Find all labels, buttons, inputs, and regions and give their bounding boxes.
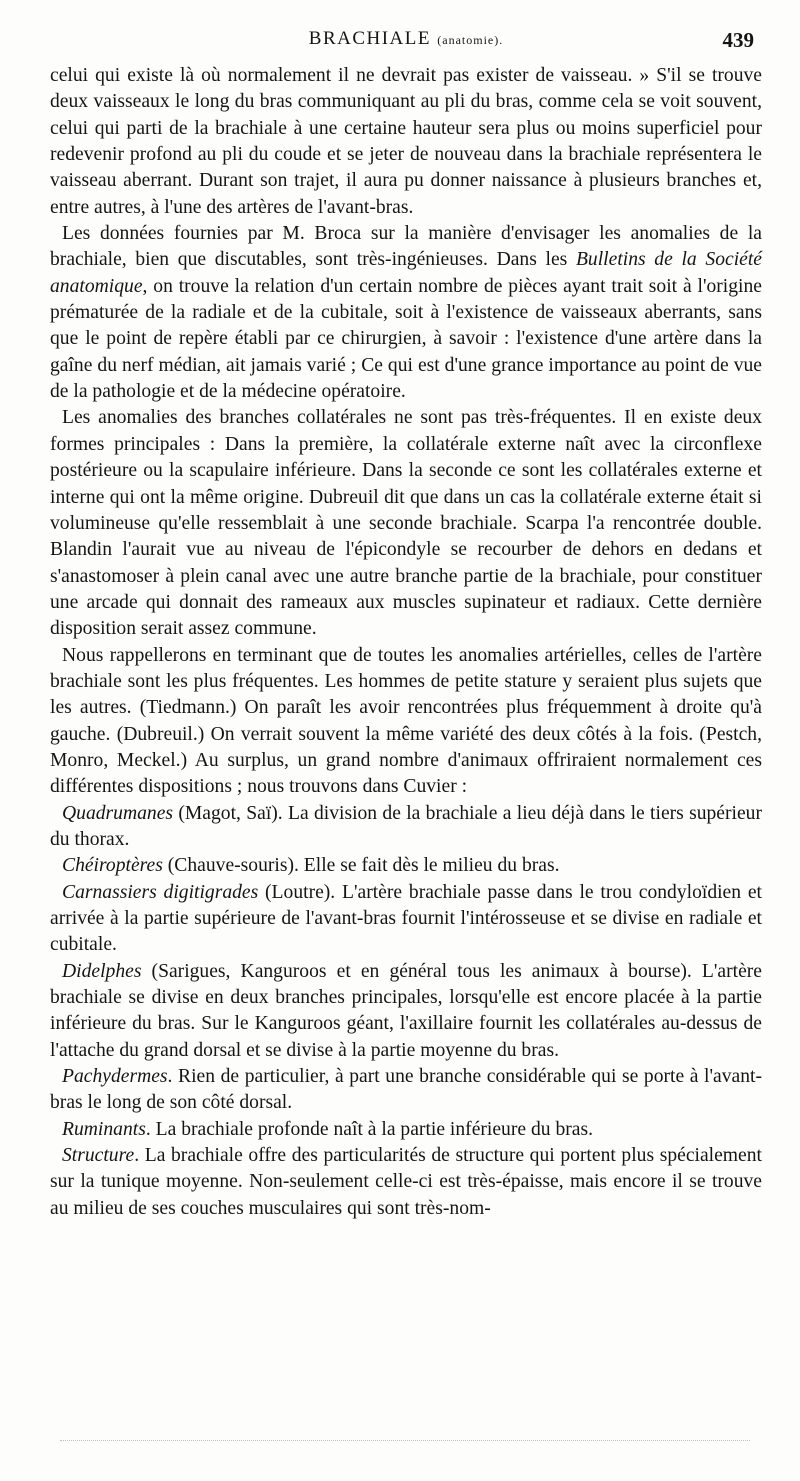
- running-header: [50, 28, 762, 54]
- taxon-heading: Pachydermes: [62, 1066, 168, 1088]
- section-heading: Structure: [62, 1145, 135, 1167]
- taxon-heading: Quadrumanes: [62, 802, 174, 824]
- taxon-heading: Ruminants: [62, 1118, 146, 1140]
- paragraph-frequence: [50, 643, 762, 801]
- paragraph-text: (Magot, Saï). La division de la brachiale a lieu déjà dans le tiers supérieur du thorax.: [50, 802, 762, 850]
- body-text: [50, 63, 762, 1222]
- paragraph-text: (Loutre). L'artère brachiale passe dans le trou condyloïdien et arrivée à la partie supérieure de l'avant-bras fournit l'intérosseuse et se divise en radiale et cubitale.: [50, 881, 762, 956]
- running-title-main: BRACHIALE: [308, 28, 431, 49]
- paragraph-text: celui qui existe là où normalement il ne devrait pas exister de vaisseau. » S'il se trouve deux vaisseaux le long du bras communiquant au pli du bras, comme cela se voit souvent, celui qui parti de la brachiale à une certaine hauteur sera plus ou moins superficiel pour redevenir profond au pli du coude et se jeter de nouveau dans la brachiale représentera le vaisseau aberrant. Durant son trajet, il aura pu donner naissance à plusieurs branches et, entre autres, à l'une des artères de l'avant-bras.: [50, 65, 762, 218]
- taxon-heading: Carnassiers digitigrades: [62, 881, 259, 903]
- paragraph-structure: [50, 1143, 762, 1222]
- paragraph-text: . La brachiale offre des particularités de structure qui portent plus spécialement sur la tunique moyenne. Non-seulement celle-ci est très-épaisse, mais encore il se trouve au milieu de ses couches musculaires qui sont très-nom-: [50, 1145, 762, 1219]
- paragraph-collaterales: [50, 405, 762, 642]
- paragraph-pachydermes: [50, 1064, 762, 1117]
- taxon-heading: Chéiroptères: [62, 855, 163, 877]
- paragraph-cheiropteres: [50, 853, 762, 879]
- paragraph-quadrumanes: [50, 801, 762, 854]
- paragraph-carnassiers: [50, 880, 762, 959]
- running-title: [50, 28, 762, 50]
- journal-title: Bulletins de la Société anatomique: [50, 249, 762, 297]
- paragraph-text: . Rien de particulier, à part une branche considérable qui se porte à l'avant-bras le long de son côté dorsal.: [50, 1066, 762, 1114]
- paragraph-ruminants: [50, 1117, 762, 1143]
- taxon-heading: Didelphes: [62, 960, 142, 982]
- page-number: 439: [722, 28, 754, 52]
- paragraph-didelphes: [50, 959, 762, 1064]
- paragraph-continuation: [50, 63, 762, 221]
- paragraph-text: Nous rappellerons en terminant que de toutes les anomalies artérielles, celles de l'artère brachiale sont les plus fréquentes. Les hommes de petite stature y seraient plus sujets que les autres. (Tiedmann.) On paraît les avoir rencontrées plus fréquemment à droite qu'à gauche. (Dubreuil.) On verrait souvent la même variété des deux côtés à la fois. (Pestch, Monro, Meckel.) Au surplus, un grand nombre d'animaux offriraient normalement ces différentes dispositions ; nous trouvons dans Cuvier :: [50, 644, 762, 798]
- paragraph-text: (Chauve-souris). Elle se fait dès le milieu du bras.: [162, 855, 560, 877]
- paragraph-text: , on trouve la relation d'un certain nombre de pièces ayant trait soit à l'origine prématurée de la radiale et de la cubitale, soit à l'existence de vaisseaux aberrants, sans que le point de repère établi par ce chirurgien, à savoir : l'existence d'une artère dans la gaîne du nerf médian, ait jamais varié ; Ce qui est d'une grance importance au point de vue de la pathologie et de la médecine opératoire.: [50, 275, 762, 403]
- paragraph-text: Les anomalies des branches collatérales ne sont pas très-fréquentes. Il en existe deux formes principales : Dans la première, la collatérale externe naît avec la circonflexe postérieure ou la scapulaire inférieure. Dans la seconde ce sont les collatérales externe et interne qui ont la même origine. Dubreuil dit que dans un cas la collatérale externe était si volumineuse qu'elle ressemblait à une seconde brachiale. Scarpa l'a rencontrée double. Blandin l'aurait vue au niveau de l'épicondyle se recourber de dehors en dedans et s'anastomoser à plein canal avec une autre branche partie de la brachiale, pour constituer une arcade qui donnait des rameaux aux muscles supinateur et radiaux. Cette dernière disposition serait assez commune.: [50, 407, 762, 640]
- paragraph-text: Les données fournies par M. Broca sur la manière d'envisager les anomalies de la brachiale, bien que discutables, sont très-ingénieuses. Dans les: [50, 223, 762, 271]
- paragraph-broca: [50, 221, 762, 405]
- running-title-sub: (anatomie).: [437, 33, 504, 47]
- paragraph-text: . La brachiale profonde naît à la partie inférieure du bras.: [145, 1118, 594, 1140]
- paragraph-text: (Sarigues, Kanguroos et en général tous les animaux à bourse). L'artère brachiale se divise en deux branches principales, lorsqu'elle est encore placée à la partie inférieure du bras. Sur le Kanguroos géant, l'axillaire fournit les collatérales au-dessus de l'attache du grand dorsal et se divise à la partie moyenne du bras.: [50, 960, 762, 1061]
- print-artifact-line: [60, 1440, 750, 1444]
